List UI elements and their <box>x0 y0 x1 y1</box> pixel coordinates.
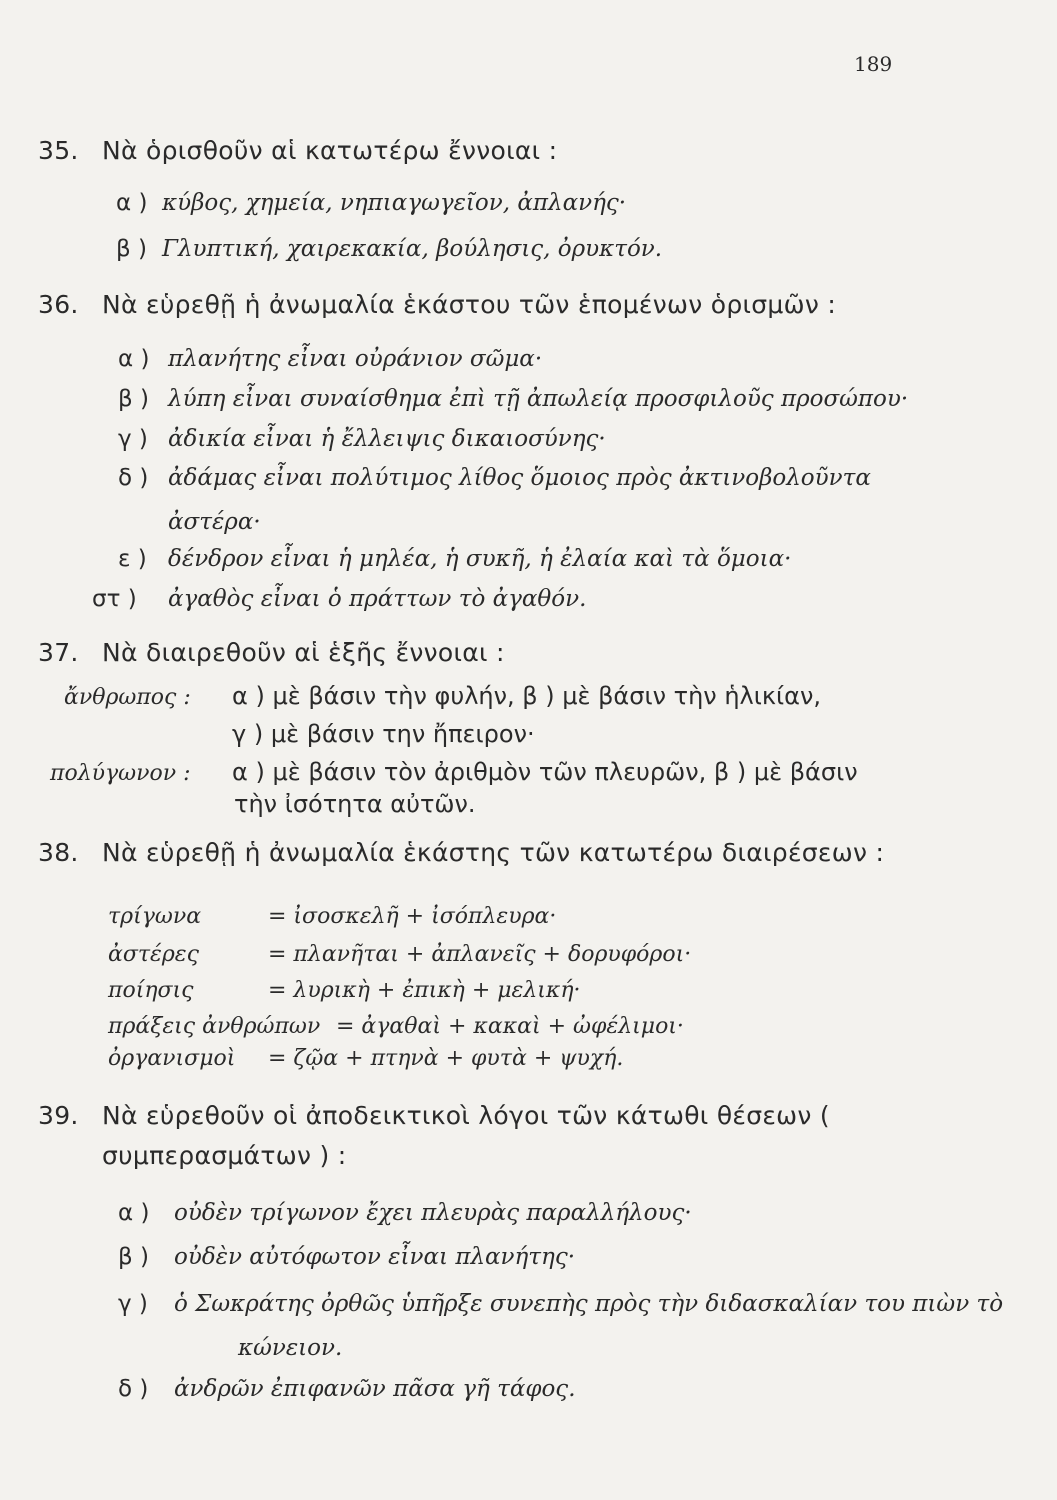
item-text: οὐδὲν τρίγωνον ἔχει πλευρὰς παραλλήλους· <box>174 1200 692 1226</box>
list-item <box>118 456 968 544</box>
item-label: ε ) <box>118 546 147 572</box>
item-text: κύβος, χημεία, νηπιαγωγεῖον, ἀπλανής· <box>162 190 627 216</box>
item-label: α ) <box>116 190 148 216</box>
question-38 <box>38 838 884 867</box>
list-item <box>118 1244 575 1270</box>
division-line: α ) μὲ βάσιν τὴν φυλήν, β ) μὲ βάσιν τὴν ἡλικίαν, <box>232 682 821 710</box>
division-line-cont: τὴν ἰσότητα αὐτῶν. <box>234 790 476 818</box>
division-term: ἄνθρωπος : <box>64 685 191 710</box>
question-text: Νὰ εὑρεθοῦν οἱ ἀποδεικτικοὶ λόγοι τῶν κάτωθι θέσεων ( συμπερασμάτων ) : <box>102 1101 830 1170</box>
list-item <box>118 1200 692 1226</box>
division-line-cont: γ ) μὲ βάσιν την ἤπειρον· <box>232 720 535 748</box>
list-item <box>118 386 908 412</box>
question-number: 36. <box>38 290 79 319</box>
list-item <box>92 586 586 612</box>
question-number: 39. <box>38 1101 79 1130</box>
division-row <box>64 682 821 710</box>
item-label: δ ) <box>118 1376 149 1402</box>
equation-rhs: = ἀγαθαὶ + κακαὶ + ὠφέλιμοι· <box>336 1014 684 1039</box>
equation-lhs: ποίησις <box>108 978 194 1003</box>
item-label: β ) <box>116 236 147 262</box>
item-label: γ ) <box>118 1291 148 1317</box>
item-text: ἀδάμας εἶναι πολύτιμος λίθος ὅμοιος πρὸς ἀκτινοβολοῦντα ἀστέρα· <box>168 465 871 535</box>
question-text: Νὰ ὁρισθοῦν αἱ κατωτέρω ἔννοιαι : <box>102 136 558 165</box>
list-item <box>116 236 662 262</box>
equation-lhs: ὀργανισμοὶ <box>108 1046 236 1071</box>
item-label: δ ) <box>118 465 149 491</box>
item-label: στ ) <box>92 586 137 612</box>
division-row <box>50 758 858 786</box>
list-item <box>118 546 791 572</box>
question-36 <box>38 290 836 319</box>
equation-row <box>108 942 691 967</box>
page-number: 189 <box>854 52 893 76</box>
list-item <box>118 426 606 452</box>
equation-lhs: πράξεις ἀνθρώπων <box>108 1014 321 1039</box>
question-35 <box>38 136 557 165</box>
item-text: ἀδικία εἶναι ἡ ἔλλειψις δικαιοσύνης· <box>168 426 606 452</box>
question-text: Νὰ εὑρεθῇ ἡ ἀνωμαλία ἑκάστης τῶν κατωτέρω διαιρέσεων : <box>102 838 885 867</box>
item-text: οὐδὲν αὐτόφωτον εἶναι πλανήτης· <box>174 1244 576 1270</box>
item-text: Γλυπτική, χαιρεκακία, βούλησις, ὀρυκτόν. <box>162 236 663 262</box>
question-number: 37. <box>38 638 79 667</box>
division-line: α ) μὲ βάσιν τὸν ἀριθμὸν τῶν πλευρῶν, β ) μὲ βάσιν <box>232 758 858 786</box>
item-label: β ) <box>118 1244 149 1270</box>
question-number: 35. <box>38 136 79 165</box>
division-term: πολύγωνον : <box>50 761 191 786</box>
equation-row <box>108 904 556 929</box>
item-text: ἀνδρῶν ἐπιφανῶν πᾶσα γῆ τάφος. <box>174 1376 576 1402</box>
list-item <box>118 1282 1028 1370</box>
item-text: δένδρον εἶναι ἡ μηλέα, ἡ συκῆ, ἡ ἐλαία καὶ τὰ ὅμοια· <box>168 546 792 572</box>
question-number: 38. <box>38 838 79 867</box>
item-label: α ) <box>118 1200 150 1226</box>
list-item <box>116 190 626 216</box>
equation-lhs: τρίγωνα <box>108 904 202 929</box>
equation-row <box>108 1014 684 1039</box>
item-label: γ ) <box>118 426 148 452</box>
item-label: α ) <box>118 346 150 372</box>
question-text: Νὰ διαιρεθοῦν αἱ ἑξῆς ἔννοιαι : <box>102 638 505 667</box>
item-label: β ) <box>118 386 149 412</box>
question-37 <box>38 638 505 667</box>
item-text: ἀγαθὸς εἶναι ὁ πράττων τὸ ἀγαθόν. <box>168 586 587 612</box>
item-text: ὁ Σωκράτης ὀρθῶς ὑπῆρξε συνεπὴς πρὸς τὴν διδασκαλίαν του πιὼν τὸ κώνειον. <box>174 1291 1004 1361</box>
equation-rhs: = ἰσοσκελῆ + ἰσόπλευρα· <box>268 904 557 929</box>
item-text: πλανήτης εἶναι οὐράνιον σῶμα· <box>168 346 543 372</box>
equation-lhs: ἀστέρες <box>108 942 199 967</box>
equation-rhs: = ζῷα + πτηνὰ + φυτὰ + ψυχή. <box>268 1046 624 1071</box>
question-39 <box>38 1096 926 1176</box>
equation-row <box>108 978 581 1003</box>
equation-rhs: = λυρικὴ + ἐπικὴ + μελική· <box>268 978 581 1003</box>
list-item <box>118 346 542 372</box>
question-text: Νὰ εὑρεθῇ ἡ ἀνωμαλία ἑκάστου τῶν ἑπομένων ὁρισμῶν : <box>102 290 837 319</box>
item-text: λύπη εἶναι συναίσθημα ἐπὶ τῇ ἀπωλείᾳ προσφιλοῦς προσώπου· <box>168 386 909 412</box>
equation-rhs: = πλανῆται + ἀπλανεῖς + δορυφόροι· <box>268 942 692 967</box>
equation-row <box>108 1046 623 1071</box>
list-item <box>118 1376 576 1402</box>
